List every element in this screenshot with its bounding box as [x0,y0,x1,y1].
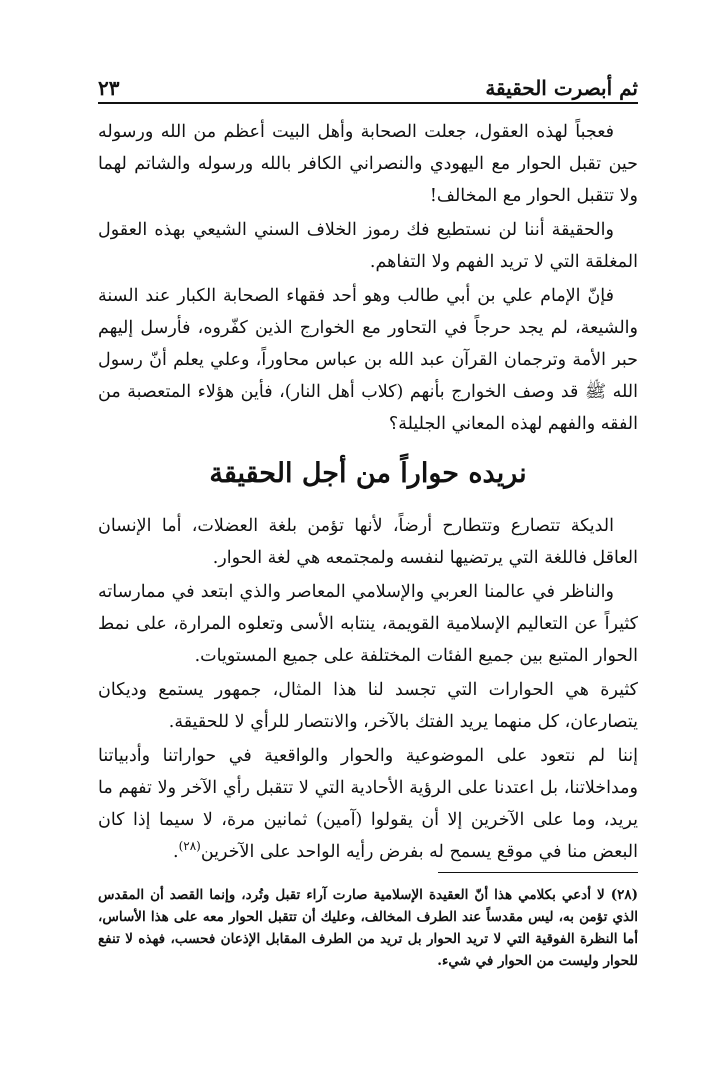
paragraph: والناظر في عالمنا العربي والإسلامي المعاصر والذي ابتعد في ممارساته كثيراً عن التعاليم الإسلامية القويمة، ينتابه الأسى وتعلوه المرارة، على نمط الحوار المتبع بين جميع الفئات المختلفة على جميع المستويات. [98,582,638,666]
paragraph: كثيرة هي الحوارات التي تجسد لنا هذا المثال، جمهور يستمع وديكان يتصارعان، كل منهما يريد الفتك بالآخر، والانتصار للرأي لا للحقيقة. [98,680,638,732]
paragraph-with-footnote [98,740,638,868]
section-heading: نريده حواراً من أجل الحقيقة [209,458,527,489]
paragraph: والحقيقة أننا لن نستطيع فك رموز الخلاف السني الشيعي بهذه العقول المغلقة التي لا تريد الفهم ولا التفاهم. [98,220,638,272]
paragraph: الديكة تتصارع وتتطارح أرضاً، لأنها تؤمن بلغة العضلات، أما الإنسان العاقل فاللغة التي يرتضيها لنفسه ولمجتمعه هي لغة الحوار. [98,516,638,568]
footnote-divider [438,872,638,873]
page-body [98,116,638,870]
running-title: ثم أبصرت الحقيقة [485,76,638,100]
page-number: ٢٣ [98,76,120,100]
paragraph: فإنّ الإمام علي بن أبي طالب وهو أحد فقهاء الصحابة الكبار عند السنة والشيعة، لم يجد حرجاً في التحاور مع الخوارج الذين كفّروه، فأرسل إليهم حبر الأمة وترجمان القرآن عبد الله بن عباس محاوراً، وعلي يعلم أنّ رسول الله ﷺ قد وصف الخوارج بأنهم (كلاب أهل النار)، فأين هؤلاء المتعصبة من الفقه والفهم لهذه المعاني الجليلة؟ [98,286,638,434]
paragraph-text: إننا لم نتعود على الموضوعية والحوار والواقعية في حواراتنا وأدبياتنا ومداخلاتنا، بل اعتدنا على الرؤية الأحادية التي لا تتقبل رأي الآخر ولا تفهم ما يريد، وما على الآخرين إلا أن يقولوا (آمين) ثمانين مرة، لا سيما إذا كان البعض منا في موقع يسمح له بفرض رأيه الواحد على الآخرين [98,746,638,862]
paragraph-end: . [172,842,179,862]
paragraph: فعجباً لهذه العقول، جعلت الصحابة وأهل البيت أعظم من الله ورسوله حين تقبل الحوار مع اليهودي والنصراني الكافر بالله ورسوله والشاتم لهما ولا تتقبل الحوار مع المخالف! [98,122,638,206]
footnote: (٢٨) لا أدعي بكلامي هذا أنّ العقيدة الإسلامية صارت آراء تقبل وتُرد، وإنما القصد أن المقدس الذي تؤمن به، ليس مقدساً عند الطرف المخالف، وعليك أن تتقبل الحوار معه على هذا الأساس، أما النظرة الفوقية التي لا تريد الحوار بل تريد من الطرف المقابل الإذعان فحسب، فهذه لا تنفع للحوار وليست من الحوار في شيء. [98,887,638,969]
footnote-reference[interactable]: (٢٨) [178,839,201,854]
running-header [98,72,638,104]
